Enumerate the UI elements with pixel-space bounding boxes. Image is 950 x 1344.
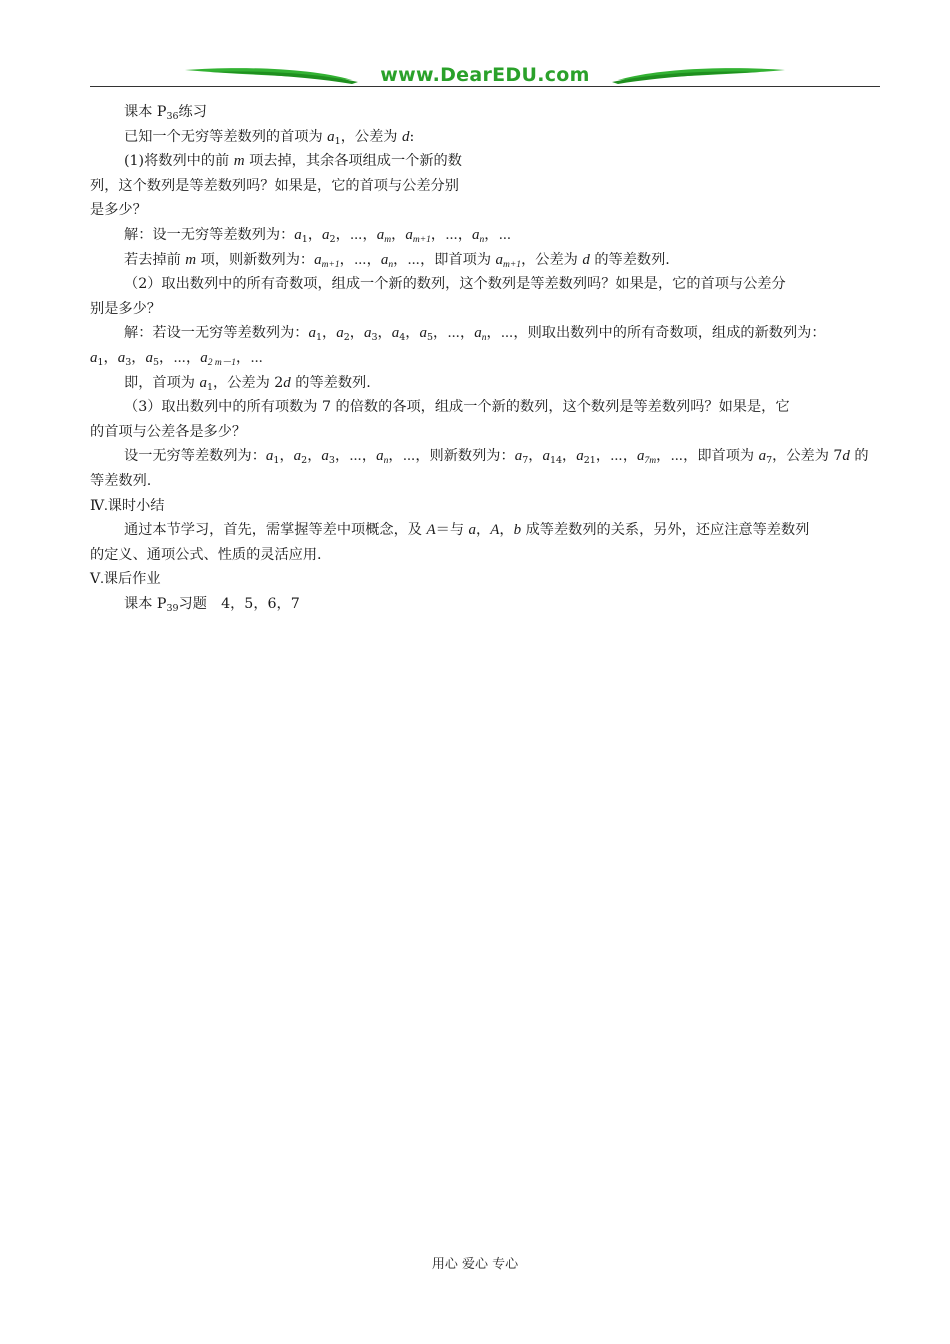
site-logo: www.DearEDU.com — [380, 64, 590, 86]
page-footer: 用心 爱心 专心 — [431, 1257, 519, 1272]
line-question-2: （2）取出数列中的所有奇数项，组成一个新的数列，这个数列是等差数列吗？如果是，它的首项与公差分 — [124, 276, 786, 293]
line-solution-3: 设一无穷等差数列为：$a_1$，$a_2$，$a_3$，⋯，$a_n$，⋯，则新数列为：$a_7$，$a_{14}$，$a_{21}$，⋯，$a_{7m}$，⋯，即首项为 $a_7$，公差为 7d 的 — [124, 448, 869, 467]
line-homework: 课本 $P_{39}$习题 4，5，6，7 — [124, 595, 300, 614]
line-summary: 通过本节学习，首先，需掌握等差中项概念，及 A＝与 a，A，b 成等差数列的关系，另外，还应注意等差数列 — [124, 522, 810, 539]
line-solution-1-result: 若去掉前 m 项，则新数列为：$a_{m+1}$，⋯，$a_n$，⋯，即首项为 $a_{m+1}$，公差为 d 的等差数列. — [124, 251, 670, 270]
line-question-3: （3）取出数列中的所有项数为 7 的倍数的各项，组成一个新的数列，这个数列是等差数列吗？如果是，它 — [124, 399, 790, 416]
line-question-3-end: 的首项与公差各是多少？ — [90, 423, 247, 440]
line-textbook-exercise: 课本 $P_{36}$练习 — [124, 104, 207, 122]
line-summary-end: 的定义、通项公式、性质的灵活应用. — [90, 546, 322, 563]
header-divider — [90, 86, 880, 87]
page-header — [90, 62, 880, 90]
line-question-2-end: 别是多少？ — [90, 300, 161, 317]
line-question-1-end: 是多少？ — [90, 202, 147, 219]
section-heading-summary: Ⅳ.课时小结 — [90, 497, 165, 514]
section-heading-homework: Ⅴ.课后作业 — [90, 571, 161, 588]
line-question-1: (1)将数列中的前 m 项去掉，其余各项组成一个新的数 — [124, 153, 462, 170]
line-problem-statement: 已知一个无穷等差数列的首项为 $a_1$，公差为 d: — [124, 128, 415, 147]
line-solution-3-end: 等差数列. — [90, 472, 152, 489]
line-solution-2-result: 即，首项为 $a_1$，公差为 2d 的等差数列. — [124, 374, 371, 393]
line-solution-1: 解：设一无穷等差数列为：$a_1$，$a_2$，⋯，$a_m$，$a_{m+1}$，⋯，$a_n$，⋯ — [124, 226, 512, 245]
line-question-1-cont: 列，这个数列是等差数列吗？如果是，它的首项与公差分别 — [90, 177, 459, 194]
line-solution-2-sequence: $a_1$，$a_3$，$a_5$，⋯，$a_{2 m-1}$，⋯ — [90, 349, 263, 368]
document-body — [90, 100, 882, 616]
line-solution-2: 解：若设一无穷等差数列为：$a_1$，$a_2$，$a_3$，$a_4$，$a_5$，⋯，$a_n$，⋯，则取出数列中的所有奇数项，组成的新数列为： — [124, 325, 826, 344]
